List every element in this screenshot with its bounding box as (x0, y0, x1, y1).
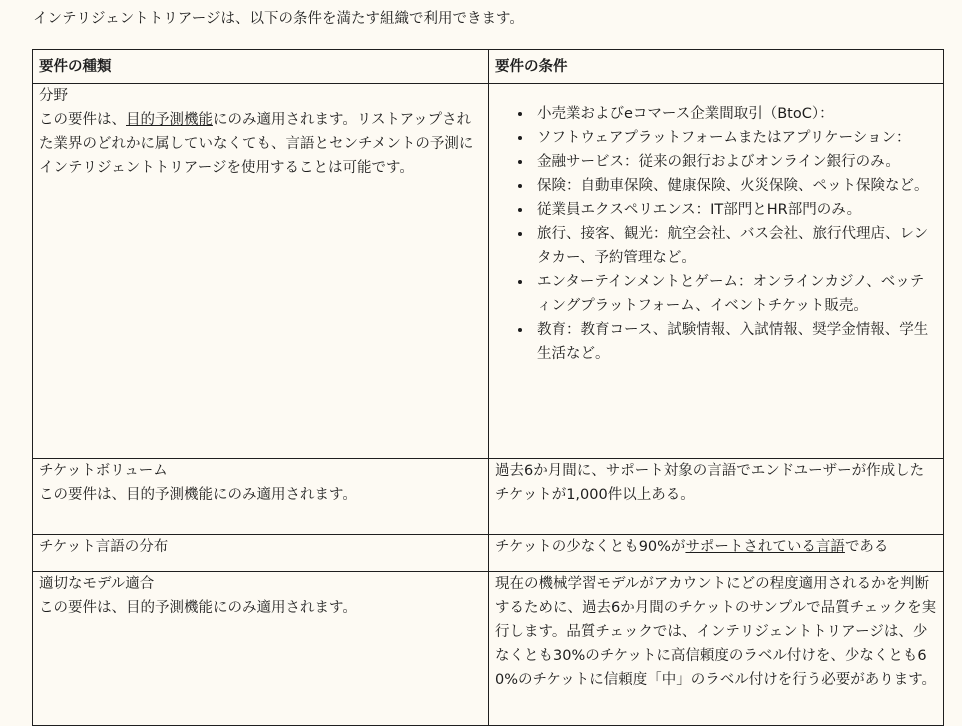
field-condition-cell (489, 84, 944, 459)
field-title: 分野 (39, 88, 68, 104)
field-desc-pre: この要件は、 (39, 112, 126, 128)
list-item: • エンターテインメントとゲーム：オンラインカジノ、ベッティングプラットフォーム、イベントチケット販売。 (533, 270, 937, 318)
table-header-row (33, 50, 944, 84)
table-row-volume (33, 459, 944, 535)
purpose-prediction-link[interactable]: 目的予測機能 (126, 112, 213, 128)
language-condition-cell (489, 535, 944, 572)
model-title: 適切なモデル適合 (39, 576, 155, 592)
list-item: • 小売業およびeコマース企業間取引（BtoC）： (533, 102, 937, 126)
language-title: チケット言語の分布 (39, 539, 169, 555)
volume-type-cell (33, 459, 489, 535)
header-requirement-type: 要件の種類 (33, 50, 489, 84)
language-cond-post: である (844, 539, 889, 555)
list-item: • ソフトウェアプラットフォームまたはアプリケーション： (533, 126, 937, 150)
supported-languages-link[interactable]: サポートされている言語 (685, 539, 845, 555)
model-type-cell (33, 572, 489, 726)
model-desc: この要件は、目的予測機能にのみ適用されます。 (39, 600, 357, 616)
volume-desc: この要件は、目的予測機能にのみ適用されます。 (39, 487, 357, 503)
header-requirement-condition: 要件の条件 (489, 50, 944, 84)
table-row-language (33, 535, 944, 572)
language-cond-pre: チケットの少なくとも90%が (495, 539, 686, 555)
list-item: • 旅行、接客、観光：航空会社、バス会社、旅行代理店、レンタカー、予約管理など。 (533, 222, 937, 270)
list-item: • 金融サービス：従来の銀行およびオンライン銀行のみ。 (533, 150, 937, 174)
intro-text: インテリジェントトリアージは、以下の条件を満たす組織で利用できます。 (33, 11, 524, 27)
volume-title: チケットボリューム (39, 463, 168, 479)
requirements-table (32, 49, 944, 726)
list-item: • 従業員エクスペリエンス：IT部門とHR部門のみ。 (533, 198, 937, 222)
list-item: • 保険：自動車保険、健康保険、火災保険、ペット保険など。 (533, 174, 937, 198)
table-row-field (33, 84, 944, 459)
language-type-cell (33, 535, 489, 572)
model-condition-cell: 現在の機械学習モデルがアカウントにどの程度適用されるかを判断するために、過去6か月間のチケットのサンプルで品質チェックを実行します。品質チェックでは、インテリジェントトリアージは、少なくとも30%のチケットに高信頼度のラベル付けを、少なくとも60%のチケットに信頼度「中」のラベル付けを行う必要があります。 (489, 572, 944, 726)
list-item: • 教育：教育コース、試験情報、入試情報、奨学金情報、学生生活など。 (533, 318, 937, 366)
field-type-cell (33, 84, 489, 459)
field-desc-post: にのみ適用されます。リストアップされた業界のどれかに属していなくても、言語とセンチメントの予測にインテリジェントトリアージを使用することは可能です。 (39, 112, 474, 176)
table-row-model (33, 572, 944, 726)
industry-list (495, 102, 937, 366)
volume-condition-cell: 過去6か月間に、サポート対象の言語でエンドユーザーが作成したチケットが1,000件以上ある。 (489, 459, 944, 535)
